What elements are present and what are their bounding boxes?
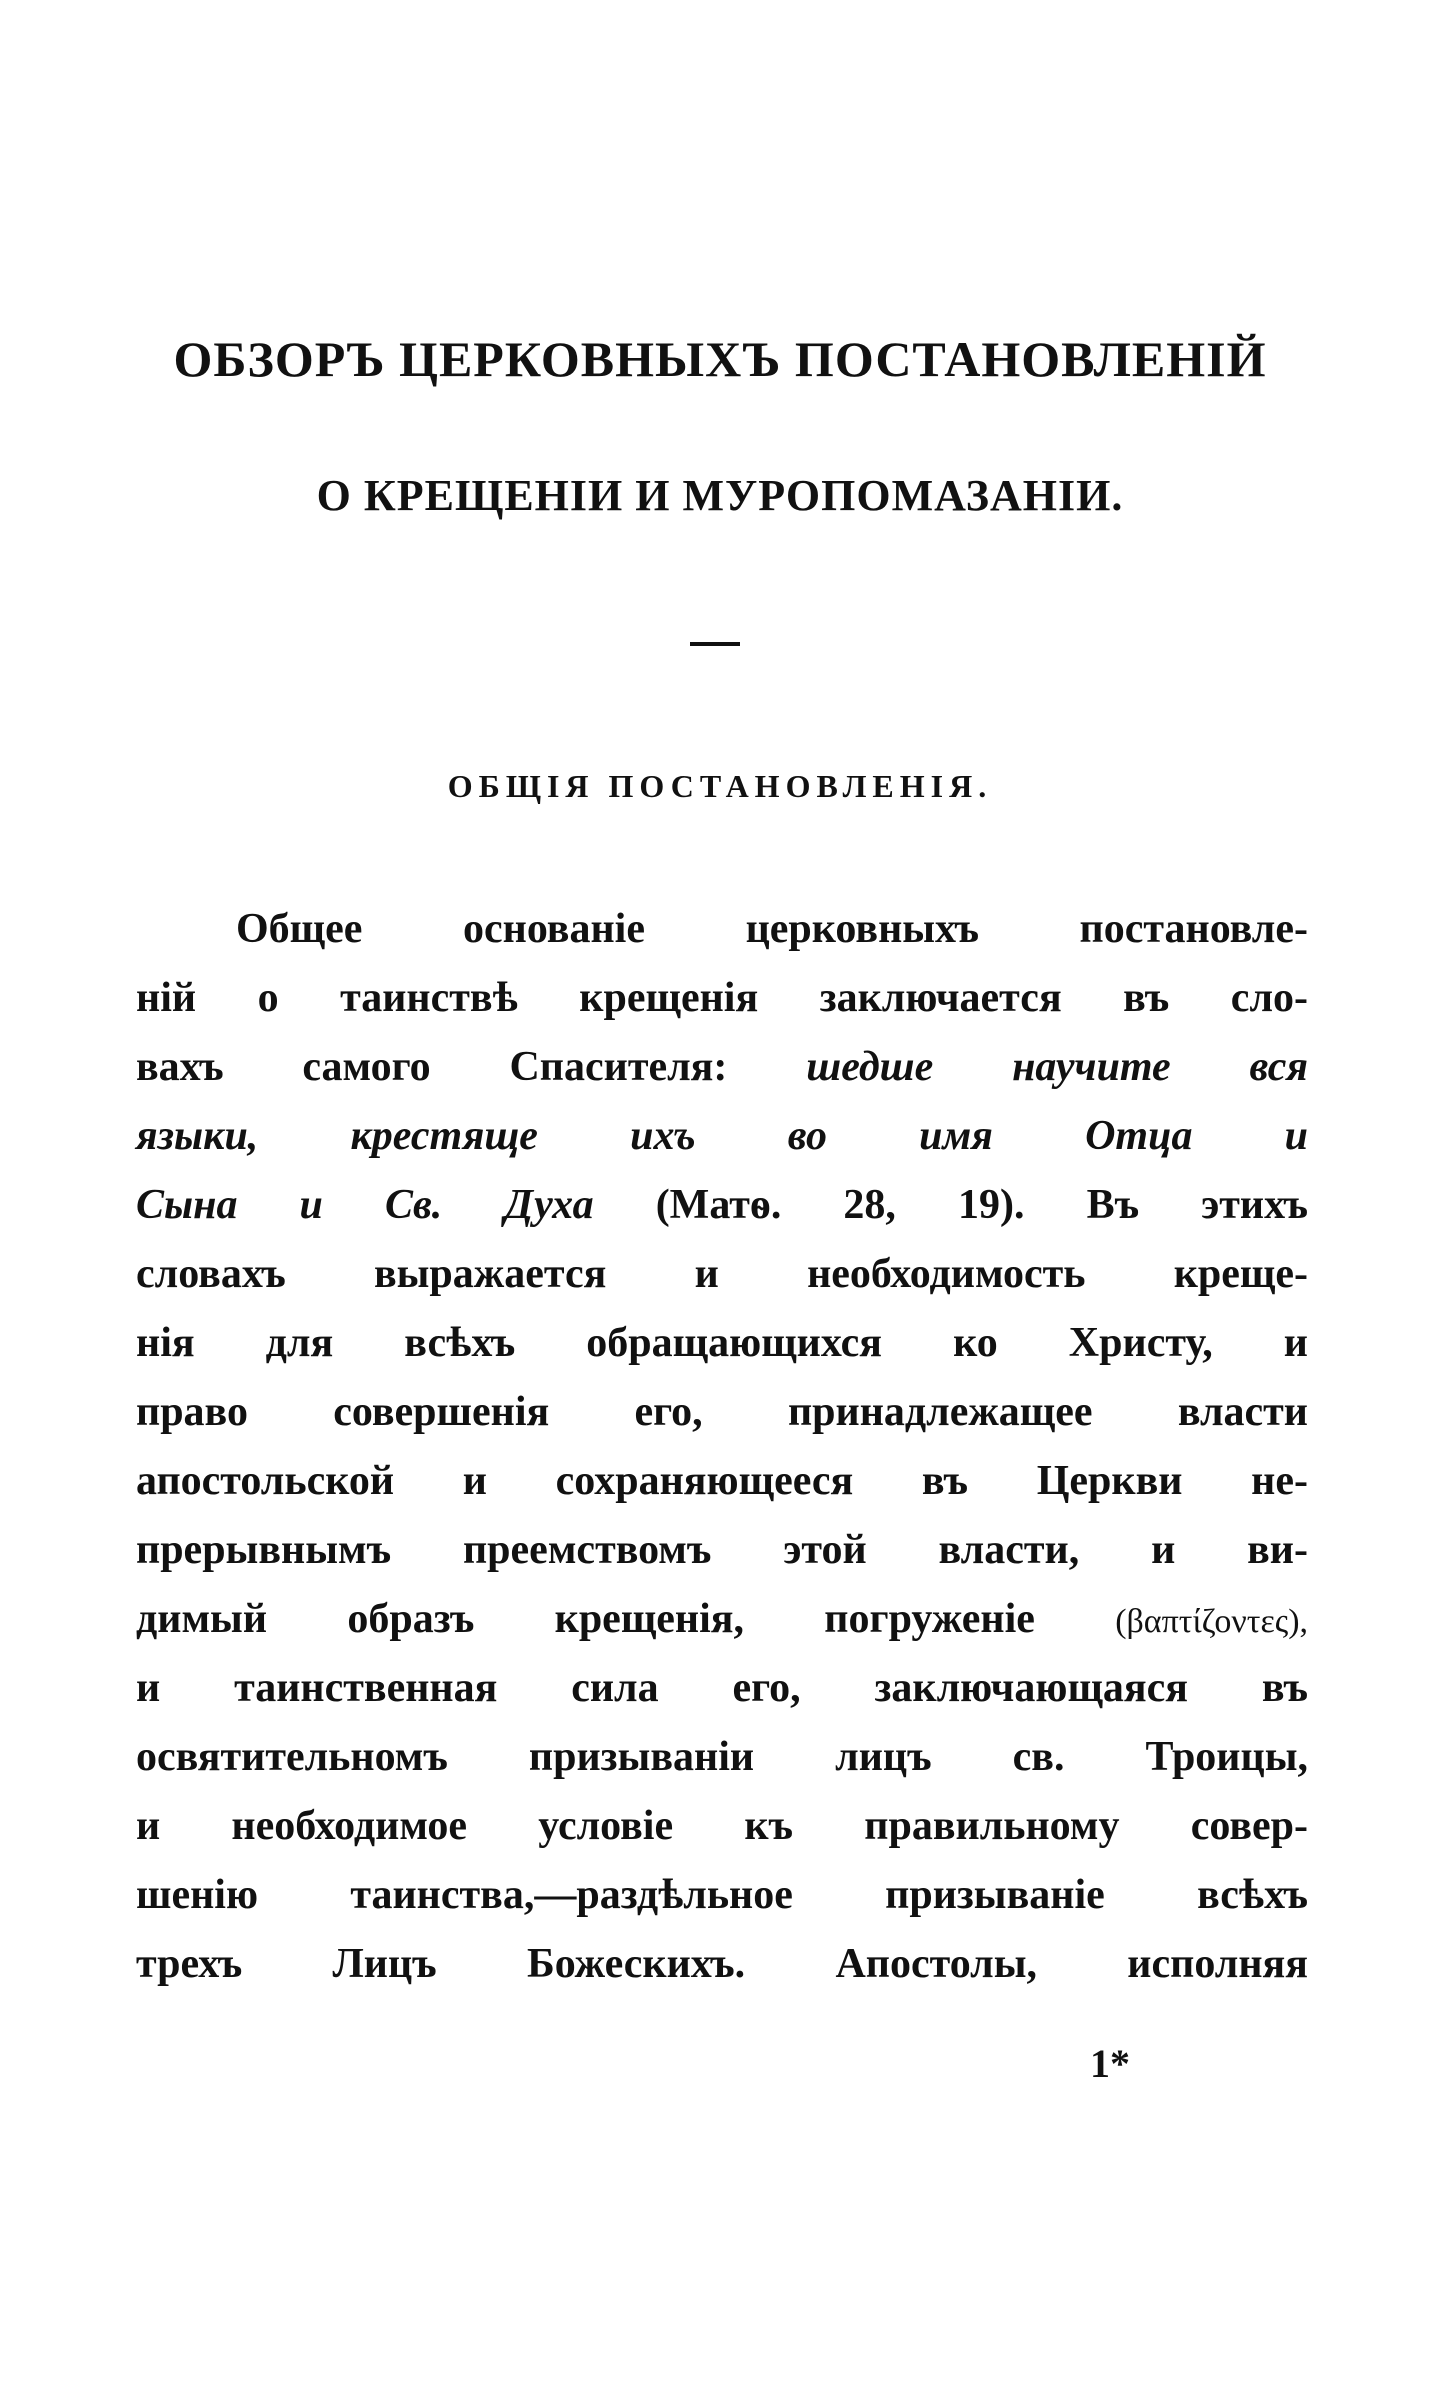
page-subtitle: О КРЕЩЕНІИ И МУРОПОМАЗАНІИ. — [316, 471, 1124, 520]
greek-word: (βαπτίζοντες), — [1115, 1603, 1309, 1640]
page-title: ОБЗОРЪ ЦЕРКОВНЫХЪ ПОСТАНОВЛЕНІЙ — [173, 331, 1267, 387]
scripture-quote: Сына и Св. Духа — [136, 1182, 594, 1228]
text-span: димый образъ крещенія, погруженіе — [136, 1596, 1035, 1642]
text-span: вахъ самого Спасителя: — [136, 1044, 728, 1090]
scripture-reference: (Матѳ. 28, 19). Въ этихъ — [655, 1182, 1309, 1228]
text-line: апостольской и сохраняющееся въ Церкви не- — [136, 1458, 1308, 1504]
text-line: трехъ Лицъ Божескихъ. Апостолы, исполняя — [136, 1941, 1308, 1987]
text-line: шенію таинства,—раздѣльное призываніе всѣхъ — [136, 1872, 1308, 1918]
text-line — [136, 1033, 1308, 1102]
text-line — [136, 1102, 1308, 1171]
text-line: прерывнымъ преемствомъ этой власти, и ви- — [136, 1527, 1308, 1573]
page-number: 1* — [1090, 2041, 1130, 2086]
text-line: право совершенія его, принадлежащее власти — [136, 1389, 1308, 1435]
text-line: нія для всѣхъ обращающихся ко Христу, и — [136, 1320, 1308, 1366]
scripture-quote: языки, крестяще ихъ во имя Отца и — [136, 1113, 1308, 1159]
section-heading: ОБЩІЯ ПОСТАНОВЛЕНІЯ. — [447, 768, 993, 804]
scripture-quote: шедше научите вся — [806, 1044, 1308, 1090]
text-line — [136, 1171, 1308, 1240]
text-line: освятительномъ призываніи лицъ св. Троицы, — [136, 1734, 1308, 1780]
section-divider — [690, 642, 740, 646]
text-line: и таинственная сила его, заключающаяся въ — [136, 1665, 1308, 1711]
text-line: и необходимое условіе къ правильному совер- — [136, 1803, 1308, 1849]
text-line: Общее основаніе церковныхъ постановле- — [236, 906, 1308, 952]
text-line: словахъ выражается и необходимость креще- — [136, 1251, 1308, 1297]
text-line: ній о таинствѣ крещенія заключается въ сло- — [136, 975, 1308, 1021]
text-line — [136, 1585, 1308, 1654]
body-paragraph — [136, 895, 1308, 1999]
